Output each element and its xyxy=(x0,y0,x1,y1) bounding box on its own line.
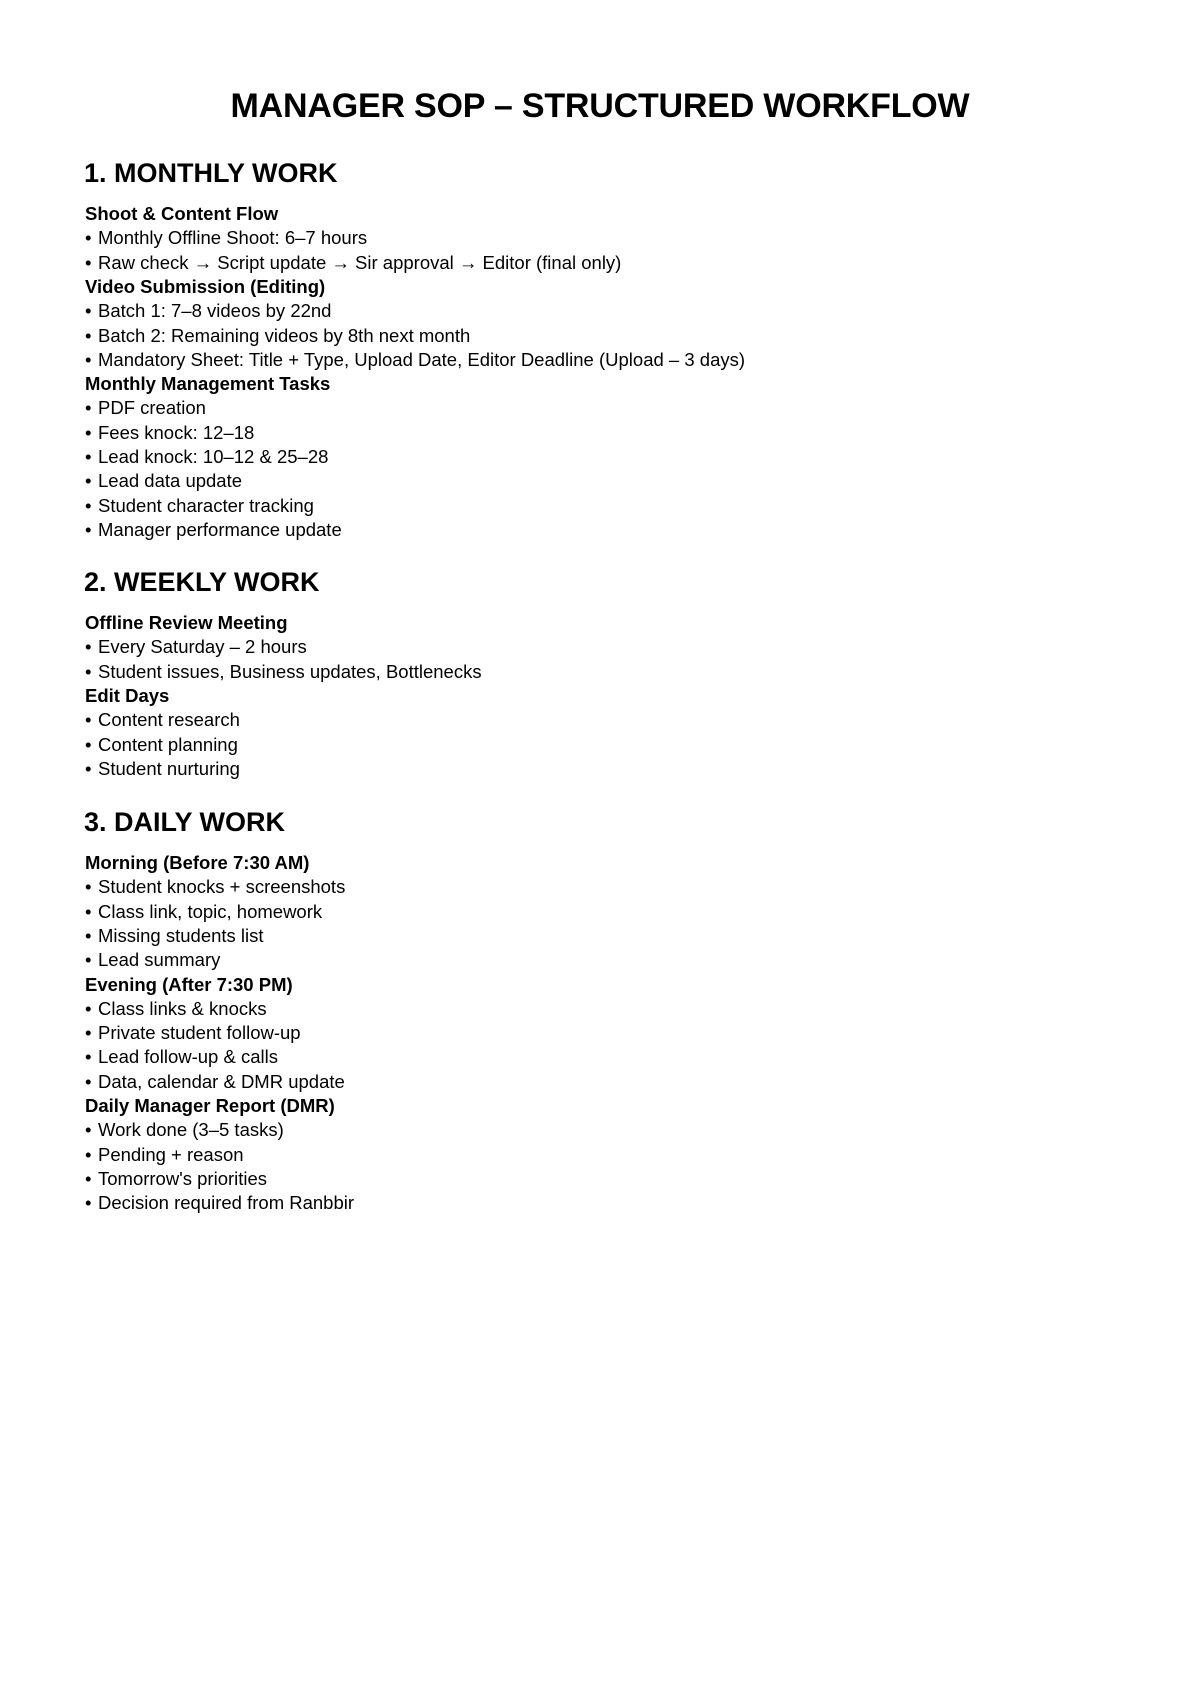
section-heading: 1. MONTHLY WORK xyxy=(84,158,338,188)
bullet-icon: • xyxy=(85,324,92,346)
list-item xyxy=(85,252,621,274)
list-item-text: Raw check → Script update → Sir approval → Editor (final only) xyxy=(98,251,622,273)
bullet-icon: • xyxy=(85,949,92,971)
bullet-icon: • xyxy=(85,1046,92,1068)
list-item-text: Content planning xyxy=(98,733,238,755)
list-item-text: Decision required from Ranbbir xyxy=(98,1192,355,1214)
bullet-icon: • xyxy=(85,446,92,467)
list-item-text: Batch 1: 7–8 videos by 22nd xyxy=(98,300,332,322)
list-item xyxy=(85,734,238,756)
list-item xyxy=(85,1168,267,1190)
section-heading: 3. DAILY WORK xyxy=(84,807,286,837)
list-item xyxy=(85,925,264,947)
list-item-text: Mandatory Sheet: Title + Type, Upload Date, Editor Deadline (Upload – 3 days) xyxy=(98,348,746,370)
document-title: MANAGER SOP – STRUCTURED WORKFLOW xyxy=(230,87,970,125)
bullet-icon: • xyxy=(85,636,92,658)
list-item xyxy=(85,876,345,898)
bullet-icon: • xyxy=(85,251,92,273)
bullet-icon: • xyxy=(85,900,92,922)
list-item xyxy=(85,901,322,923)
list-item-text: Lead summary xyxy=(98,949,221,971)
list-item-text: Lead follow-up & calls xyxy=(98,1046,278,1068)
bullet-icon: • xyxy=(85,470,92,492)
list-item-text: Fees knock: 12–18 xyxy=(98,421,255,443)
list-item xyxy=(85,349,745,371)
list-item-text: Data, calendar & DMR update xyxy=(98,1070,345,1092)
list-item-text: Lead data update xyxy=(98,470,243,492)
list-item-text: Class links & knocks xyxy=(98,997,267,1019)
list-item xyxy=(85,495,314,517)
list-item-text: Class link, topic, homework xyxy=(98,900,323,922)
bullet-icon: • xyxy=(85,709,92,731)
subsection-heading: Shoot & Content Flow xyxy=(85,203,279,224)
bullet-icon: • xyxy=(85,1022,92,1044)
bullet-icon: • xyxy=(85,348,92,370)
list-item xyxy=(85,300,331,322)
list-item xyxy=(85,998,267,1020)
list-item xyxy=(85,1022,301,1044)
list-item xyxy=(85,636,307,658)
subsection-heading: Morning (Before 7:30 AM) xyxy=(85,852,310,873)
subsection-heading: Offline Review Meeting xyxy=(85,612,288,633)
list-item-text: Missing students list xyxy=(98,924,264,946)
list-item xyxy=(85,470,242,492)
list-item-text: Manager performance update xyxy=(98,518,342,540)
list-item-text: Content research xyxy=(98,709,240,731)
bullet-icon: • xyxy=(85,757,92,779)
list-item xyxy=(85,1119,284,1141)
subsection-heading: Video Submission (Editing) xyxy=(85,275,326,297)
bullet-icon: • xyxy=(85,660,92,682)
list-item-text: Lead knock: 10–12 & 25–28 xyxy=(98,446,329,467)
list-item-text: Tomorrow's priorities xyxy=(98,1167,268,1189)
list-item xyxy=(85,446,328,468)
list-item-text: Student knocks + screenshots xyxy=(98,876,346,898)
list-item-text: PDF creation xyxy=(98,397,206,419)
list-item xyxy=(85,1071,345,1093)
list-item xyxy=(85,1144,244,1166)
subsection-heading: Monthly Management Tasks xyxy=(85,373,331,395)
bullet-icon: • xyxy=(85,1192,92,1214)
bullet-icon: • xyxy=(85,997,92,1019)
list-item xyxy=(85,1046,278,1068)
bullet-icon: • xyxy=(85,924,92,946)
list-item xyxy=(85,949,220,971)
list-item xyxy=(85,758,240,780)
list-item-text: Student issues, Business updates, Bottlenecks xyxy=(98,660,482,682)
list-item-text: Batch 2: Remaining videos by 8th next month xyxy=(98,324,471,346)
bullet-icon: • xyxy=(85,1167,92,1189)
bullet-icon: • xyxy=(85,300,92,322)
list-item xyxy=(85,1192,354,1214)
list-item xyxy=(85,422,254,444)
list-item-text: Private student follow-up xyxy=(98,1022,301,1044)
bullet-icon: • xyxy=(85,518,92,540)
list-item xyxy=(85,397,206,419)
bullet-icon: • xyxy=(85,1119,92,1141)
bullet-icon: • xyxy=(85,227,92,249)
subsection-heading: Evening (After 7:30 PM) xyxy=(85,973,293,995)
list-item xyxy=(85,519,342,541)
list-item xyxy=(85,227,367,249)
bullet-icon: • xyxy=(85,733,92,755)
list-item-text: Every Saturday – 2 hours xyxy=(98,636,307,658)
bullet-icon: • xyxy=(85,876,92,898)
section-heading: 2. WEEKLY WORK xyxy=(84,567,320,597)
list-item xyxy=(85,661,482,683)
bullet-icon: • xyxy=(85,1143,92,1165)
list-item-text: Monthly Offline Shoot: 6–7 hours xyxy=(98,227,368,249)
bullet-icon: • xyxy=(85,494,92,516)
bullet-icon: • xyxy=(85,421,92,443)
bullet-icon: • xyxy=(85,397,92,419)
list-item xyxy=(85,709,240,731)
list-item xyxy=(85,325,470,347)
subsection-heading: Daily Manager Report (DMR) xyxy=(85,1095,335,1116)
subsection-heading: Edit Days xyxy=(85,684,170,706)
list-item-text: Work done (3–5 tasks) xyxy=(98,1119,284,1141)
list-item-text: Student character tracking xyxy=(98,494,314,516)
bullet-icon: • xyxy=(85,1070,92,1092)
list-item-text: Pending + reason xyxy=(98,1143,244,1165)
list-item-text: Student nurturing xyxy=(98,757,240,779)
